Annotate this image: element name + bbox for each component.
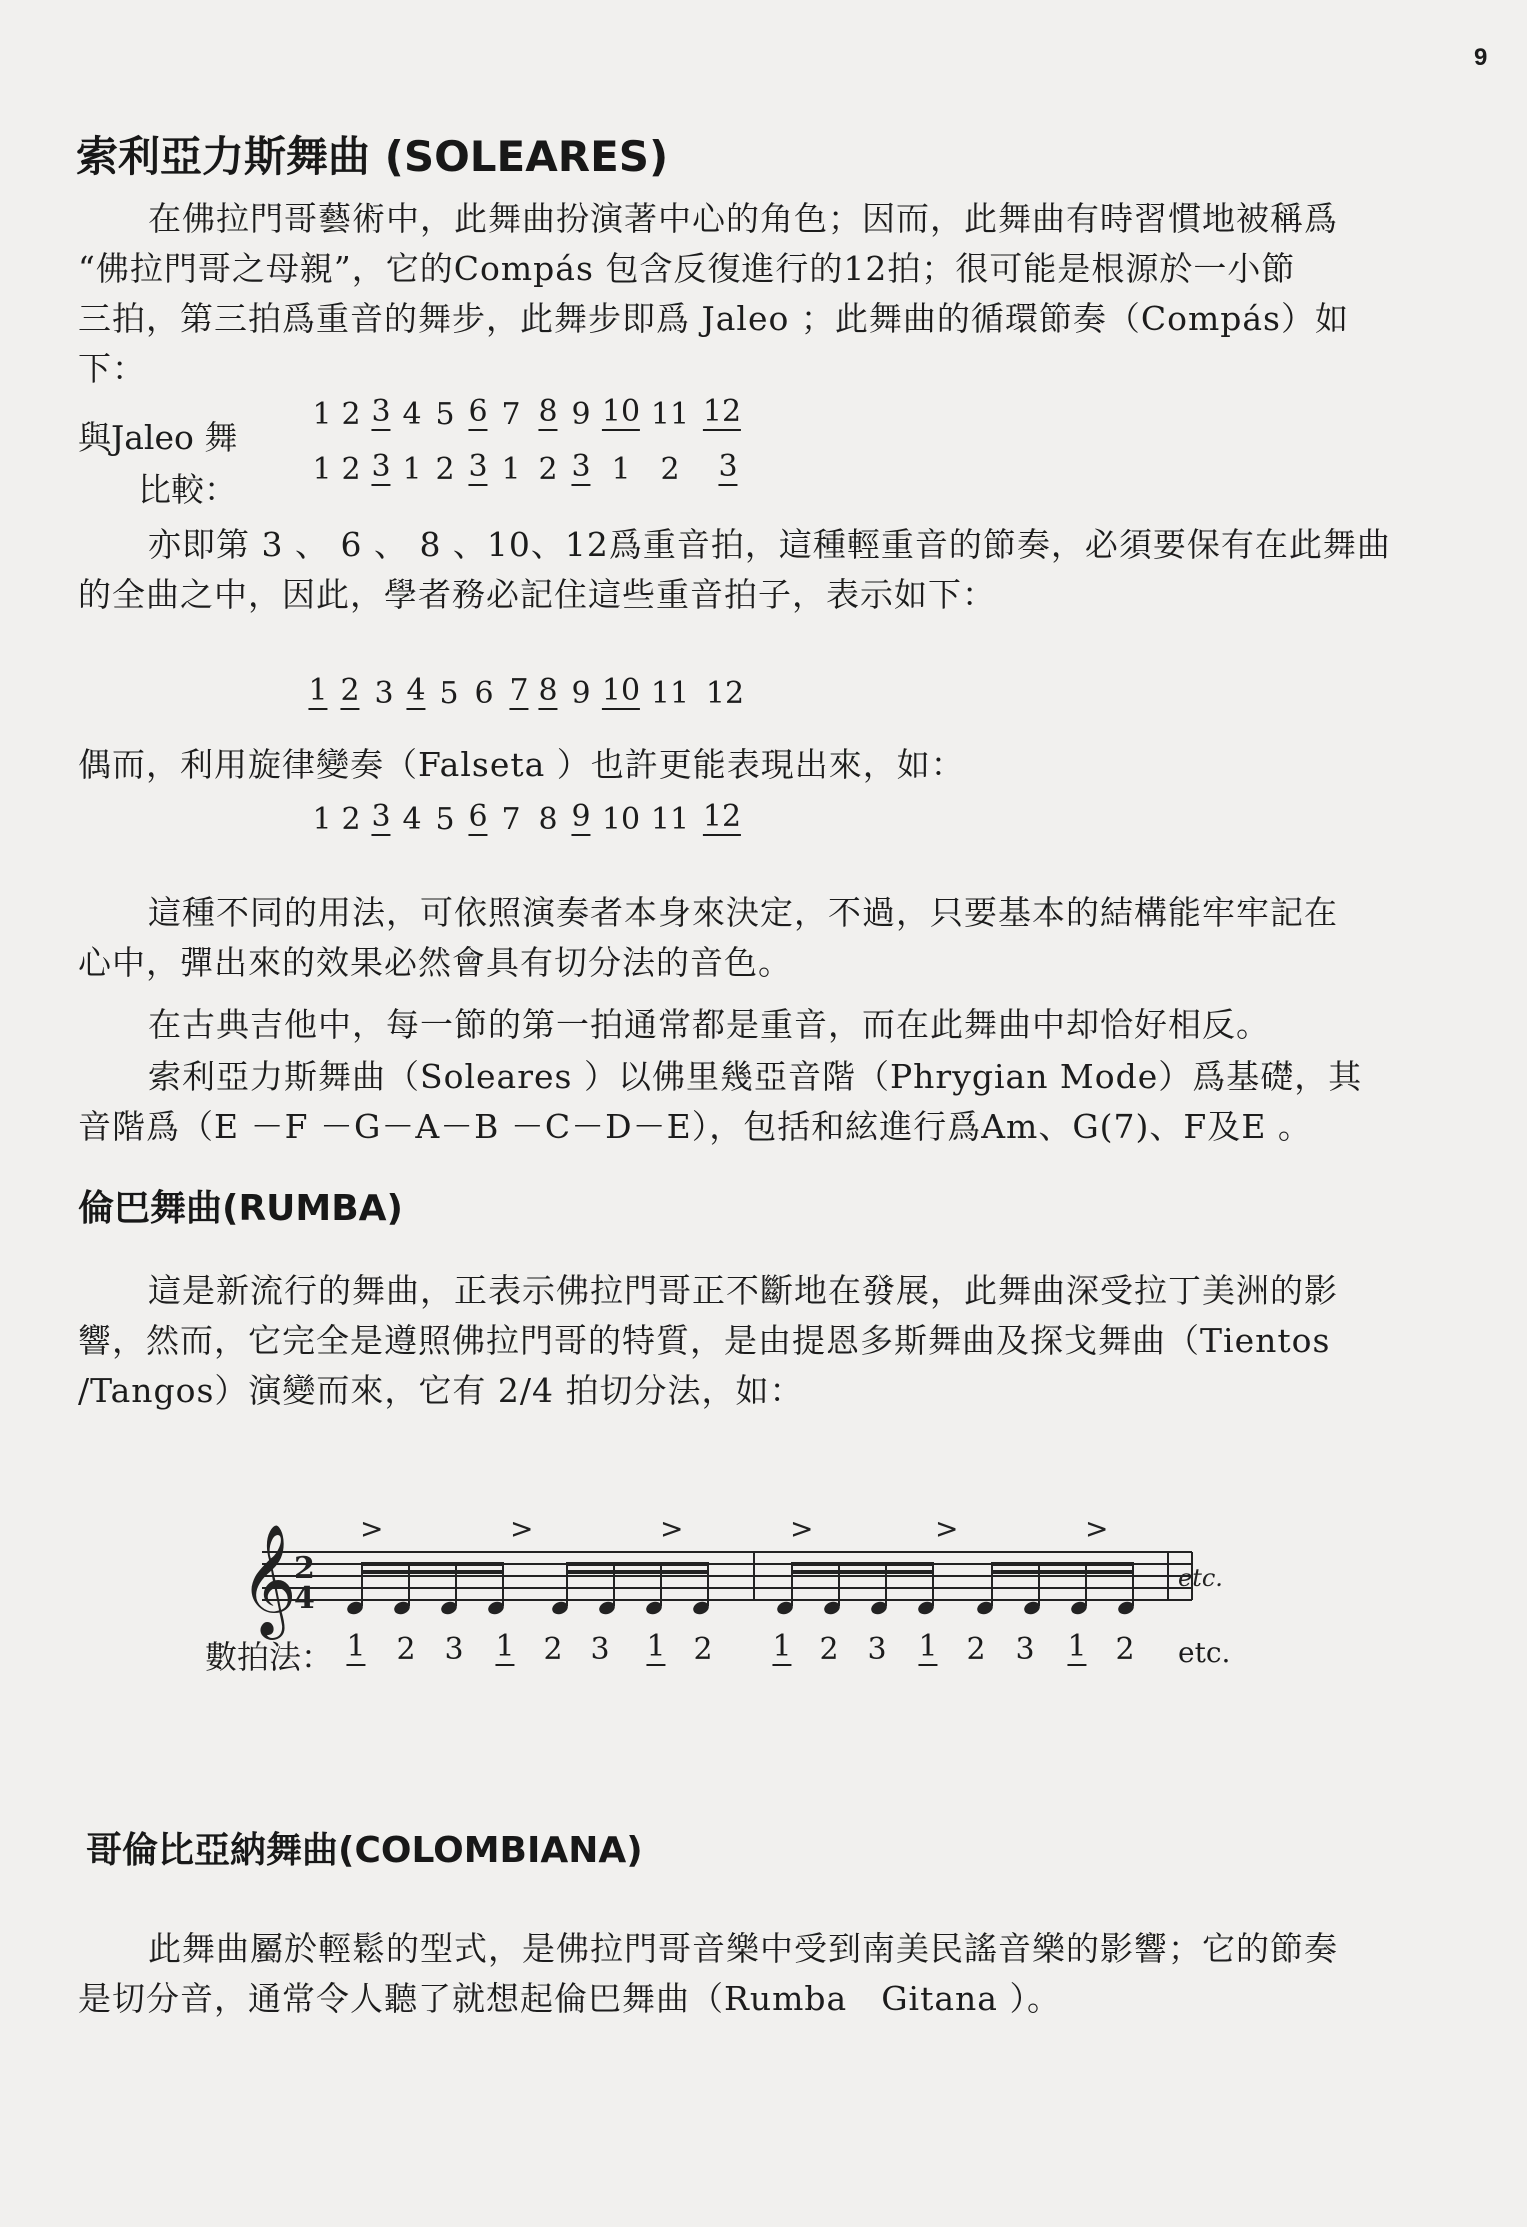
count-number: 2: [966, 1632, 986, 1667]
text-line: /Tangos）演變而來，它有 2/4 拍切分法，如：: [78, 1371, 804, 1410]
beat-number: 12: [705, 676, 745, 711]
beat-number: 7: [501, 397, 521, 432]
text-line: 亦即第 3 、 6 、 8 、10、12爲重音拍，這種輕重音的節奏，必須要保有在此舞曲: [148, 525, 1391, 564]
count-number: 3: [444, 1632, 464, 1667]
count-number: 1: [346, 1629, 366, 1664]
count-number: 3: [1015, 1632, 1035, 1667]
count-number: 1: [772, 1629, 792, 1664]
text-line: 三拍，第三拍爲重音的舞步，此舞步即爲 Jaleo ；此舞曲的循環節奏（Compás）如: [78, 299, 1349, 338]
beat-number: 3: [571, 449, 591, 484]
beam: [992, 1562, 1133, 1566]
staff-etc: etc.: [1178, 1564, 1223, 1592]
accent-paragraph: [78, 520, 1391, 620]
beam: [792, 1570, 933, 1574]
beat-number: 5: [439, 676, 459, 711]
count-label: 數拍法：: [205, 1638, 334, 1676]
count-number: 1: [918, 1629, 938, 1664]
accent-mark-icon: >: [510, 1512, 534, 1545]
count-number: 1: [1067, 1629, 1087, 1664]
rumba-staff: [0, 1510, 1527, 1650]
beat-number: 8: [538, 802, 558, 837]
time-signature-top: 2: [294, 1551, 315, 1586]
text-line: 在古典吉他中，每一節的第一拍通常都是重音，而在此舞曲中却恰好相反。: [148, 1005, 1270, 1044]
beat-row-compas: [0, 395, 1527, 435]
beat-number: 4: [402, 802, 422, 837]
count-number: 3: [867, 1632, 887, 1667]
text-line: 索利亞力斯舞曲（Soleares ）以佛里幾亞音階（Phrygian Mode）爲基礎，其: [148, 1057, 1363, 1096]
beat-number: 2: [435, 452, 455, 487]
beat-number: 6: [468, 394, 488, 429]
beat-row-accents: [0, 674, 1527, 714]
beat-number: 8: [538, 394, 558, 429]
beat-number: 5: [435, 802, 455, 837]
beat-number: 2: [341, 397, 361, 432]
text-line: 這是新流行的舞曲，正表示佛拉門哥正不斷地在發展，此舞曲深受拉丁美洲的影: [148, 1271, 1338, 1310]
beat-number: 6: [468, 799, 488, 834]
text-line: 此舞曲屬於輕鬆的型式，是佛拉門哥音樂中受到南美民謠音樂的影響；它的節奏: [148, 1929, 1338, 1968]
beat-number: 4: [406, 673, 426, 708]
count-number: 2: [396, 1632, 416, 1667]
compare-label: 比較：: [138, 470, 237, 509]
beat-number: 3: [374, 676, 394, 711]
beam: [567, 1570, 708, 1574]
accent-mark-icon: >: [790, 1512, 814, 1545]
accent-mark-icon: >: [360, 1512, 384, 1545]
beat-number: 12: [702, 799, 742, 834]
accent-mark-icon: >: [1085, 1512, 1109, 1545]
text-line: 這種不同的用法，可依照演奏者本身來決定，不過，只要基本的結構能牢牢記在: [148, 893, 1338, 932]
beat-number: 3: [371, 799, 391, 834]
text-line: 音階爲（E －F －G－A－B －C－D－E），包括和絃進行爲Am、G(7)、F及E 。: [78, 1107, 1312, 1146]
beat-number: 2: [340, 673, 360, 708]
beat-number: 7: [501, 802, 521, 837]
beat-number: 1: [312, 452, 332, 487]
beat-number: 8: [538, 673, 558, 708]
text-line: 下：: [78, 349, 146, 388]
beat-number: 2: [341, 802, 361, 837]
beat-number: 2: [341, 452, 361, 487]
text-line: 是切分音，通常令人聽了就想起倫巴舞曲（Rumba Gitana ）。: [78, 1979, 1061, 2018]
beat-number: 10: [601, 673, 641, 708]
beam: [792, 1562, 933, 1566]
falseta-paragraph: [78, 740, 1378, 790]
rumba-title: 倫巴舞曲(RUMBA): [78, 1188, 403, 1229]
beat-number: 4: [402, 397, 422, 432]
count-number: 1: [646, 1629, 666, 1664]
mode-paragraph: [78, 1052, 1378, 1152]
text-line: 的全曲之中，因此，學者務必記住這些重音拍子，表示如下：: [78, 575, 996, 614]
count-number: 2: [819, 1632, 839, 1667]
beat-number: 1: [308, 673, 328, 708]
beat-number: 1: [501, 452, 521, 487]
treble-clef-icon: 𝄞: [240, 1523, 297, 1635]
beat-number: 10: [601, 802, 641, 837]
beat-number: 7: [509, 673, 529, 708]
beam: [992, 1570, 1133, 1574]
beat-number: 9: [571, 397, 591, 432]
beat-number: 3: [371, 449, 391, 484]
beat-number: 12: [702, 394, 742, 429]
text-line: 響，然而，它完全是遵照佛拉門哥的特質，是由提恩多斯舞曲及探戈舞曲（Tientos: [78, 1321, 1331, 1360]
beat-number: 10: [601, 394, 641, 429]
beat-number: 1: [312, 802, 332, 837]
text-line: 心中，彈出來的效果必然會具有切分法的音色。: [78, 943, 792, 982]
count-number: 2: [543, 1632, 563, 1667]
text-line: “佛拉門哥之母親”，它的Compás 包含反復進行的12拍；很可能是根源於一小節: [78, 249, 1296, 288]
text-line: 偶而，利用旋律變奏（Falseta ）也許更能表現出來，如：: [78, 745, 965, 784]
page-number: 9: [1474, 44, 1488, 71]
accent-mark-icon: >: [660, 1512, 684, 1545]
beat-number: 3: [371, 394, 391, 429]
soleares-intro: [78, 194, 1378, 394]
beat-number: 6: [474, 676, 494, 711]
beat-number: 2: [660, 452, 680, 487]
count-number: 2: [693, 1632, 713, 1667]
beat-number: 11: [650, 676, 690, 711]
beat-number: 2: [538, 452, 558, 487]
rumba-count-row: [0, 1630, 1527, 1670]
time-signature-bottom: 4: [294, 1581, 315, 1616]
beat-row-falseta: [0, 800, 1527, 840]
beat-number: 11: [650, 397, 690, 432]
count-number: 2: [1115, 1632, 1135, 1667]
jaleo-compare-label: 與Jaleo 舞: [78, 418, 238, 457]
beat-number: 1: [402, 452, 422, 487]
beam: [567, 1562, 708, 1566]
beat-row-jaleo: [0, 450, 1527, 490]
beat-number: 9: [571, 799, 591, 834]
colombiana-paragraph: [78, 1924, 1378, 2024]
staff-lines: [262, 1552, 1192, 1600]
beat-number: 1: [312, 397, 332, 432]
beat-number: 5: [435, 397, 455, 432]
classical-paragraph: [78, 1000, 1378, 1050]
beat-number: 9: [571, 676, 591, 711]
soleares-title: 索利亞力斯舞曲 (SOLEARES): [76, 132, 669, 181]
beat-number: 11: [650, 802, 690, 837]
beat-number: 1: [611, 452, 631, 487]
rumba-paragraph: [78, 1266, 1378, 1416]
beam: [362, 1570, 503, 1574]
beat-number: 3: [468, 449, 488, 484]
count-number: 3: [590, 1632, 610, 1667]
usage-paragraph: [78, 888, 1378, 988]
beam: [362, 1562, 503, 1566]
text-line: 在佛拉門哥藝術中，此舞曲扮演著中心的角色；因而，此舞曲有時習慣地被稱爲: [148, 199, 1338, 238]
count-number: 1: [495, 1629, 515, 1664]
count-etc: etc.: [1178, 1636, 1231, 1669]
beat-number: 3: [718, 449, 738, 484]
colombiana-title: 哥倫比亞納舞曲(COLOMBIANA): [86, 1830, 643, 1871]
accent-mark-icon: >: [935, 1512, 959, 1545]
